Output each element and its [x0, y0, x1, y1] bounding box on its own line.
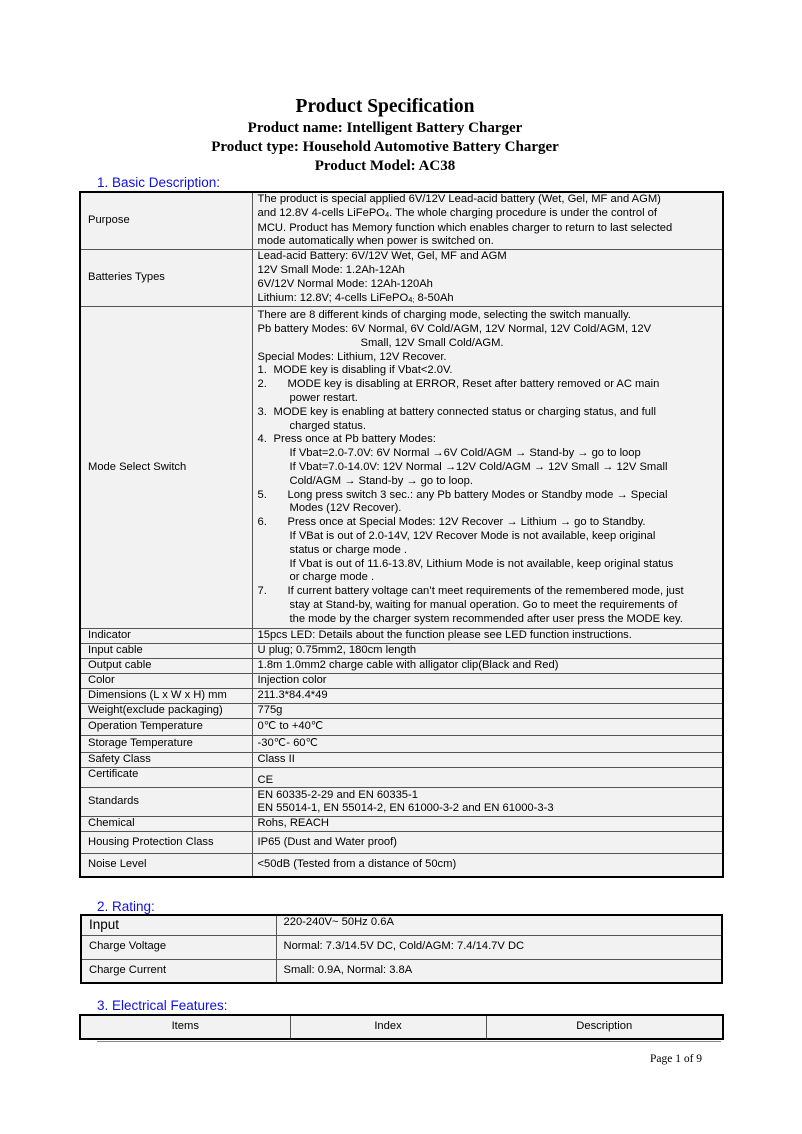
table-row-purpose: [80, 192, 723, 250]
table-header-row: [80, 1015, 723, 1039]
document-header: [0, 95, 770, 176]
electrical-features-table: [79, 1014, 724, 1040]
table-row-housing-protection: Housing Protection Class IP65 (Dust and Water proof): [80, 832, 723, 854]
column-header-index: Index: [290, 1015, 486, 1039]
table-row-mode-select: [80, 307, 723, 629]
table-row-charge-voltage: Charge Voltage Normal: 7.3/14.5V DC, Cold/AGM: 7.4/14.7V DC: [81, 935, 722, 959]
product-model: Product Model: AC38: [314, 158, 456, 174]
table-row-operation-temperature: Operation Temperature 0℃ to +40℃: [80, 719, 723, 736]
rating-table: [80, 914, 723, 984]
table-row-standards: Standards EN 60335-2-29 and EN 60335-1 EN 55014-1, EN 55014-2, EN 61000-3-2 and EN 61000-3-3: [80, 788, 723, 817]
mode-item-1: 1. MODE key is disabling if Vbat<2.0V.: [257, 364, 453, 377]
table-row-noise-level: Noise Level <50dB (Tested from a distance of 50cm): [80, 854, 723, 877]
table-row-dimensions: Dimensions (L x W x H) mm 211.3*84.4*49: [80, 689, 723, 704]
table-row-safety-class: Safety Class Class II: [80, 753, 723, 768]
mode-item-5: 5. Long press switch 3 sec.: any Pb battery Modes or Standby mode → Special: [257, 488, 668, 501]
table-row-output-cable: Output cable 1.8m 1.0mm2 charge cable with alligator clip(Black and Red): [80, 659, 723, 674]
document-title: Product Specification: [295, 96, 475, 117]
table-row-color: Color Injection color: [80, 674, 723, 689]
table-row-chemical: Chemical Rohs, REACH: [80, 817, 723, 832]
section-heading-basic: 1. Basic Description:: [97, 175, 221, 190]
column-header-items: Items: [80, 1015, 290, 1039]
row-label: Batteries Types: [80, 250, 252, 307]
table-row-input: Input 220-240V~ 50Hz 0.6A: [81, 915, 722, 935]
product-type: Product type: Household Automotive Battery Charger: [211, 139, 559, 155]
divider: [97, 1041, 721, 1042]
page-number: Page 1 of 9: [650, 1053, 703, 1065]
table-row-storage-temperature: Storage Temperature -30℃- 60℃: [80, 736, 723, 753]
mode-item-7: 7. If current battery voltage can’t meet requirements of the remembered mode, just: [257, 585, 684, 598]
mode-item-2: 2. MODE key is disabling at ERROR, Reset after battery removed or AC main: [257, 378, 660, 391]
basic-description-table: [79, 191, 724, 878]
row-label: Purpose: [80, 192, 252, 250]
row-label: Mode Select Switch: [80, 307, 252, 629]
table-row-input-cable: Input cable U plug; 0.75mm2, 180cm length: [80, 644, 723, 659]
column-header-description: Description: [486, 1015, 723, 1039]
mode-item-6: 6. Press once at Special Modes: 12V Recover → Lithium → go to Standby.: [257, 516, 646, 529]
row-value: There are 8 different kinds of charging mode, selecting the switch manually. Pb battery Modes: 6V Normal, 6V Cold/AGM, 12V Normal, 12V Cold/AGM, 12V Small, 12V Small Cold/AGM. Special Modes: Lithium, 12V Recover. 1. MODE key is disabling if Vbat<2.0V. 2. MODE key is disabling at ERROR, Reset after battery removed or AC main power restart. 3. MODE key is enabling at battery connected status or charging status, and full charged status. 4. Press once at Pb battery Modes: If Vbat=2.0-7.0V: 6V Normal →6V Cold/AGM → Stand-by → go to loop If Vbat=7.0-14.0V: 12V Normal →12V Cold/AGM → 12V Small → 12V Small Cold/AGM → Stand-by → go to loop. 5. Long press switch 3 sec.: any Pb battery Modes or Standby mode → Special Modes (12V Recover). 6. Press once at Special Modes: 12V Recover → Lithium → go to Standby. If VBat is out of 2.0-14V, 12V Recover Mode is not available, keep original status or charge mode . If Vbat is out of 11.6-13.8V, Lithium Mode is not available, keep original status or charge mode . 7. If current battery voltage can’t meet requirements of the remembered mode, just stay at Stand-by, waiting for manual operation. Go to meet the requirements of the mode by the charger system recommended after user press the MODE key.: [252, 307, 723, 629]
table-row-indicator: Indicator 15pcs LED: Details about the function please see LED function instructions.: [80, 629, 723, 644]
row-value: The product is special applied 6V/12V Lead-acid battery (Wet, Gel, MF and AGM) and 12.8V 4-cells LiFePO$_4$. The whole charging procedure is under the control of MCU. Product has Memory function which enables charger to return to last selected mode automatically when power is switched on.: [252, 192, 723, 250]
table-row-weight: Weight(exclude packaging) 775g: [80, 704, 723, 719]
product-name: Product name: Intelligent Battery Charger: [247, 120, 523, 136]
section-heading-rating: 2. Rating:: [97, 899, 155, 914]
row-value: Lead-acid Battery: 6V/12V Wet, Gel, MF and AGM 12V Small Mode: 1.2Ah-12Ah 6V/12V Normal Mode: 12Ah-120Ah Lithium: 12.8V; 4-cells LiFePO$_{4;}$ 8-50Ah: [252, 250, 723, 307]
mode-item-3: 3. MODE key is enabling at battery connected status or charging status, and full: [257, 405, 656, 418]
table-row-charge-current: Charge Current Small: 0.9A, Normal: 3.8A: [81, 959, 722, 983]
table-row-certificate: Certificate CE: [80, 768, 723, 788]
mode-item-4: 4. Press once at Pb battery Modes:: [257, 433, 436, 446]
table-row-batteries: [80, 250, 723, 307]
section-heading-electrical: 3. Electrical Features:: [97, 998, 228, 1013]
